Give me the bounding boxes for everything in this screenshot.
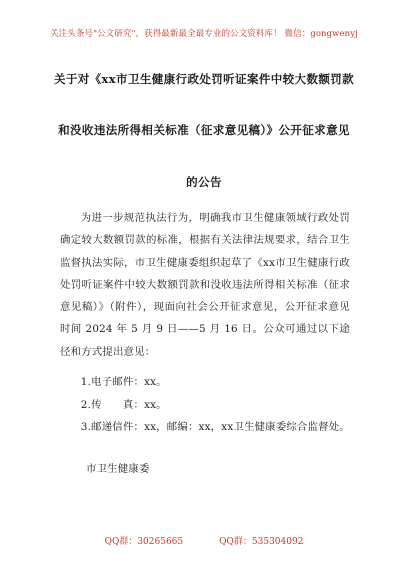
signature: 市卫生健康委 xyxy=(86,463,150,475)
header-banner: 关注头条号"公文研究"，获得最新最全最专业的公文资料库！ 微信：gongwenyj xyxy=(50,29,358,39)
footer xyxy=(0,534,408,547)
list-item-mail: 3.邮递信件：xx，邮编：xx，xx卫生健康委综合监督处。 xyxy=(80,421,350,433)
footer-qq-group-1: QQ群：30265665 xyxy=(104,537,184,547)
document-title-line-3: 的公告 xyxy=(186,175,222,189)
list-item-fax: 2.传 真：xx。 xyxy=(80,399,167,411)
list-item-email: 1.电子邮件：xx。 xyxy=(80,376,167,388)
document-title-line-2: 和没收违法所得相关标准（征求意见稿）》公开征求意见 xyxy=(58,123,350,137)
footer-qq-group-2: QQ群：535304092 xyxy=(219,537,304,547)
document-title-line-1: 关于对《xx市卫生健康行政处罚听证案件中较大数额罚款 xyxy=(53,72,355,86)
body-paragraph: 为进一步规范执法行为，明确我市卫生健康领域行政处罚确定较大数额罚款的标准，根据有关法律法规要求，结合卫生监督执法实际，市卫生健康委组织起草了《xx市卫生健康行政处罚听证案件中较大数额罚款和没收违法所得相关标准（征求意见稿）》（附件），现面向社会公开征求意见，公开征求意见时间 2024 年 5 月 9 日——5 月 16 日。公众可通过以下途径和方式提出意见： xyxy=(60,212,350,358)
